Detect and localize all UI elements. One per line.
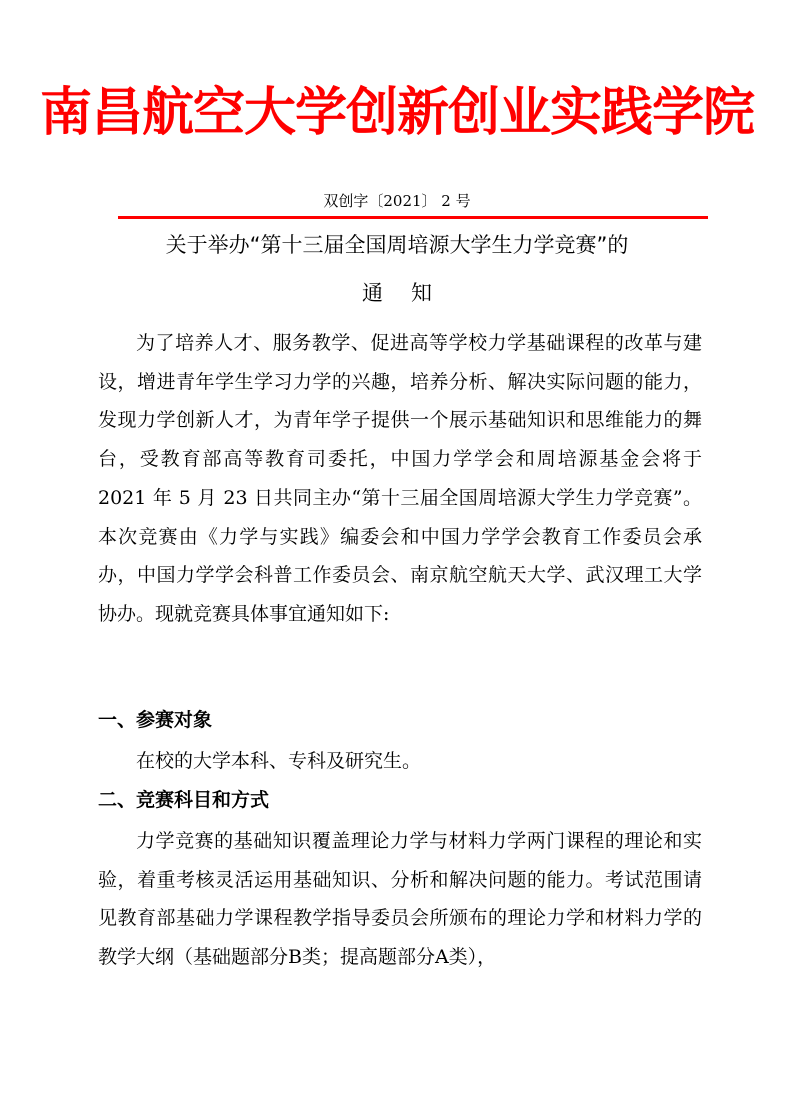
section1-heading: 一、参赛对象: [98, 709, 213, 731]
notice-title-line1: 关于举办“第十三届全国周培源大学生力学竞赛”的: [165, 233, 629, 257]
section1-text: 在校的大学本科、专科及研究生。: [136, 750, 422, 772]
section2-text: 力学竞赛的基础知识覆盖理论力学与材料力学两门课程的理论和实验，着重考核灵活运用基础知识、分析和解决问题的能力。考试范围请见教育部基础力学课程教学指导委员会所颁布的理论力学和材料力学的教学大纲（基础题部分B类；提高题部分A类），: [98, 830, 702, 969]
notice-title-line2: 通知: [362, 281, 460, 305]
document-number: 双创字〔2021〕 2 号: [323, 192, 471, 210]
organization-name: 南昌航空大学创新创业实践学院: [39, 83, 754, 143]
intro-paragraph: 为了培养人才、服务教学、促进高等学校力学基础课程的改革与建设，增进青年学生学习力学的兴趣，培养分析、解决实际问题的能力，发现力学创新人才，为青年学子提供一个展示基础知识和思维能力的舞台，受教育部高等教育司委托，中国力学学会和周培源基金会将于 2021 年 5 月 23 日共同主办“第十三届全国周培源大学生力学竞赛”。本次竞赛由《力学与实践》编委会和中国力学学会教育工作委员会承办，中国力学学会科普工作委员会、南京航空航天大学、武汉理工大学协办。现就竞赛具体事宜通知如下:: [98, 332, 702, 625]
section2-heading: 二、竞赛科目和方式: [98, 789, 270, 811]
red-divider-line: [118, 216, 708, 219]
